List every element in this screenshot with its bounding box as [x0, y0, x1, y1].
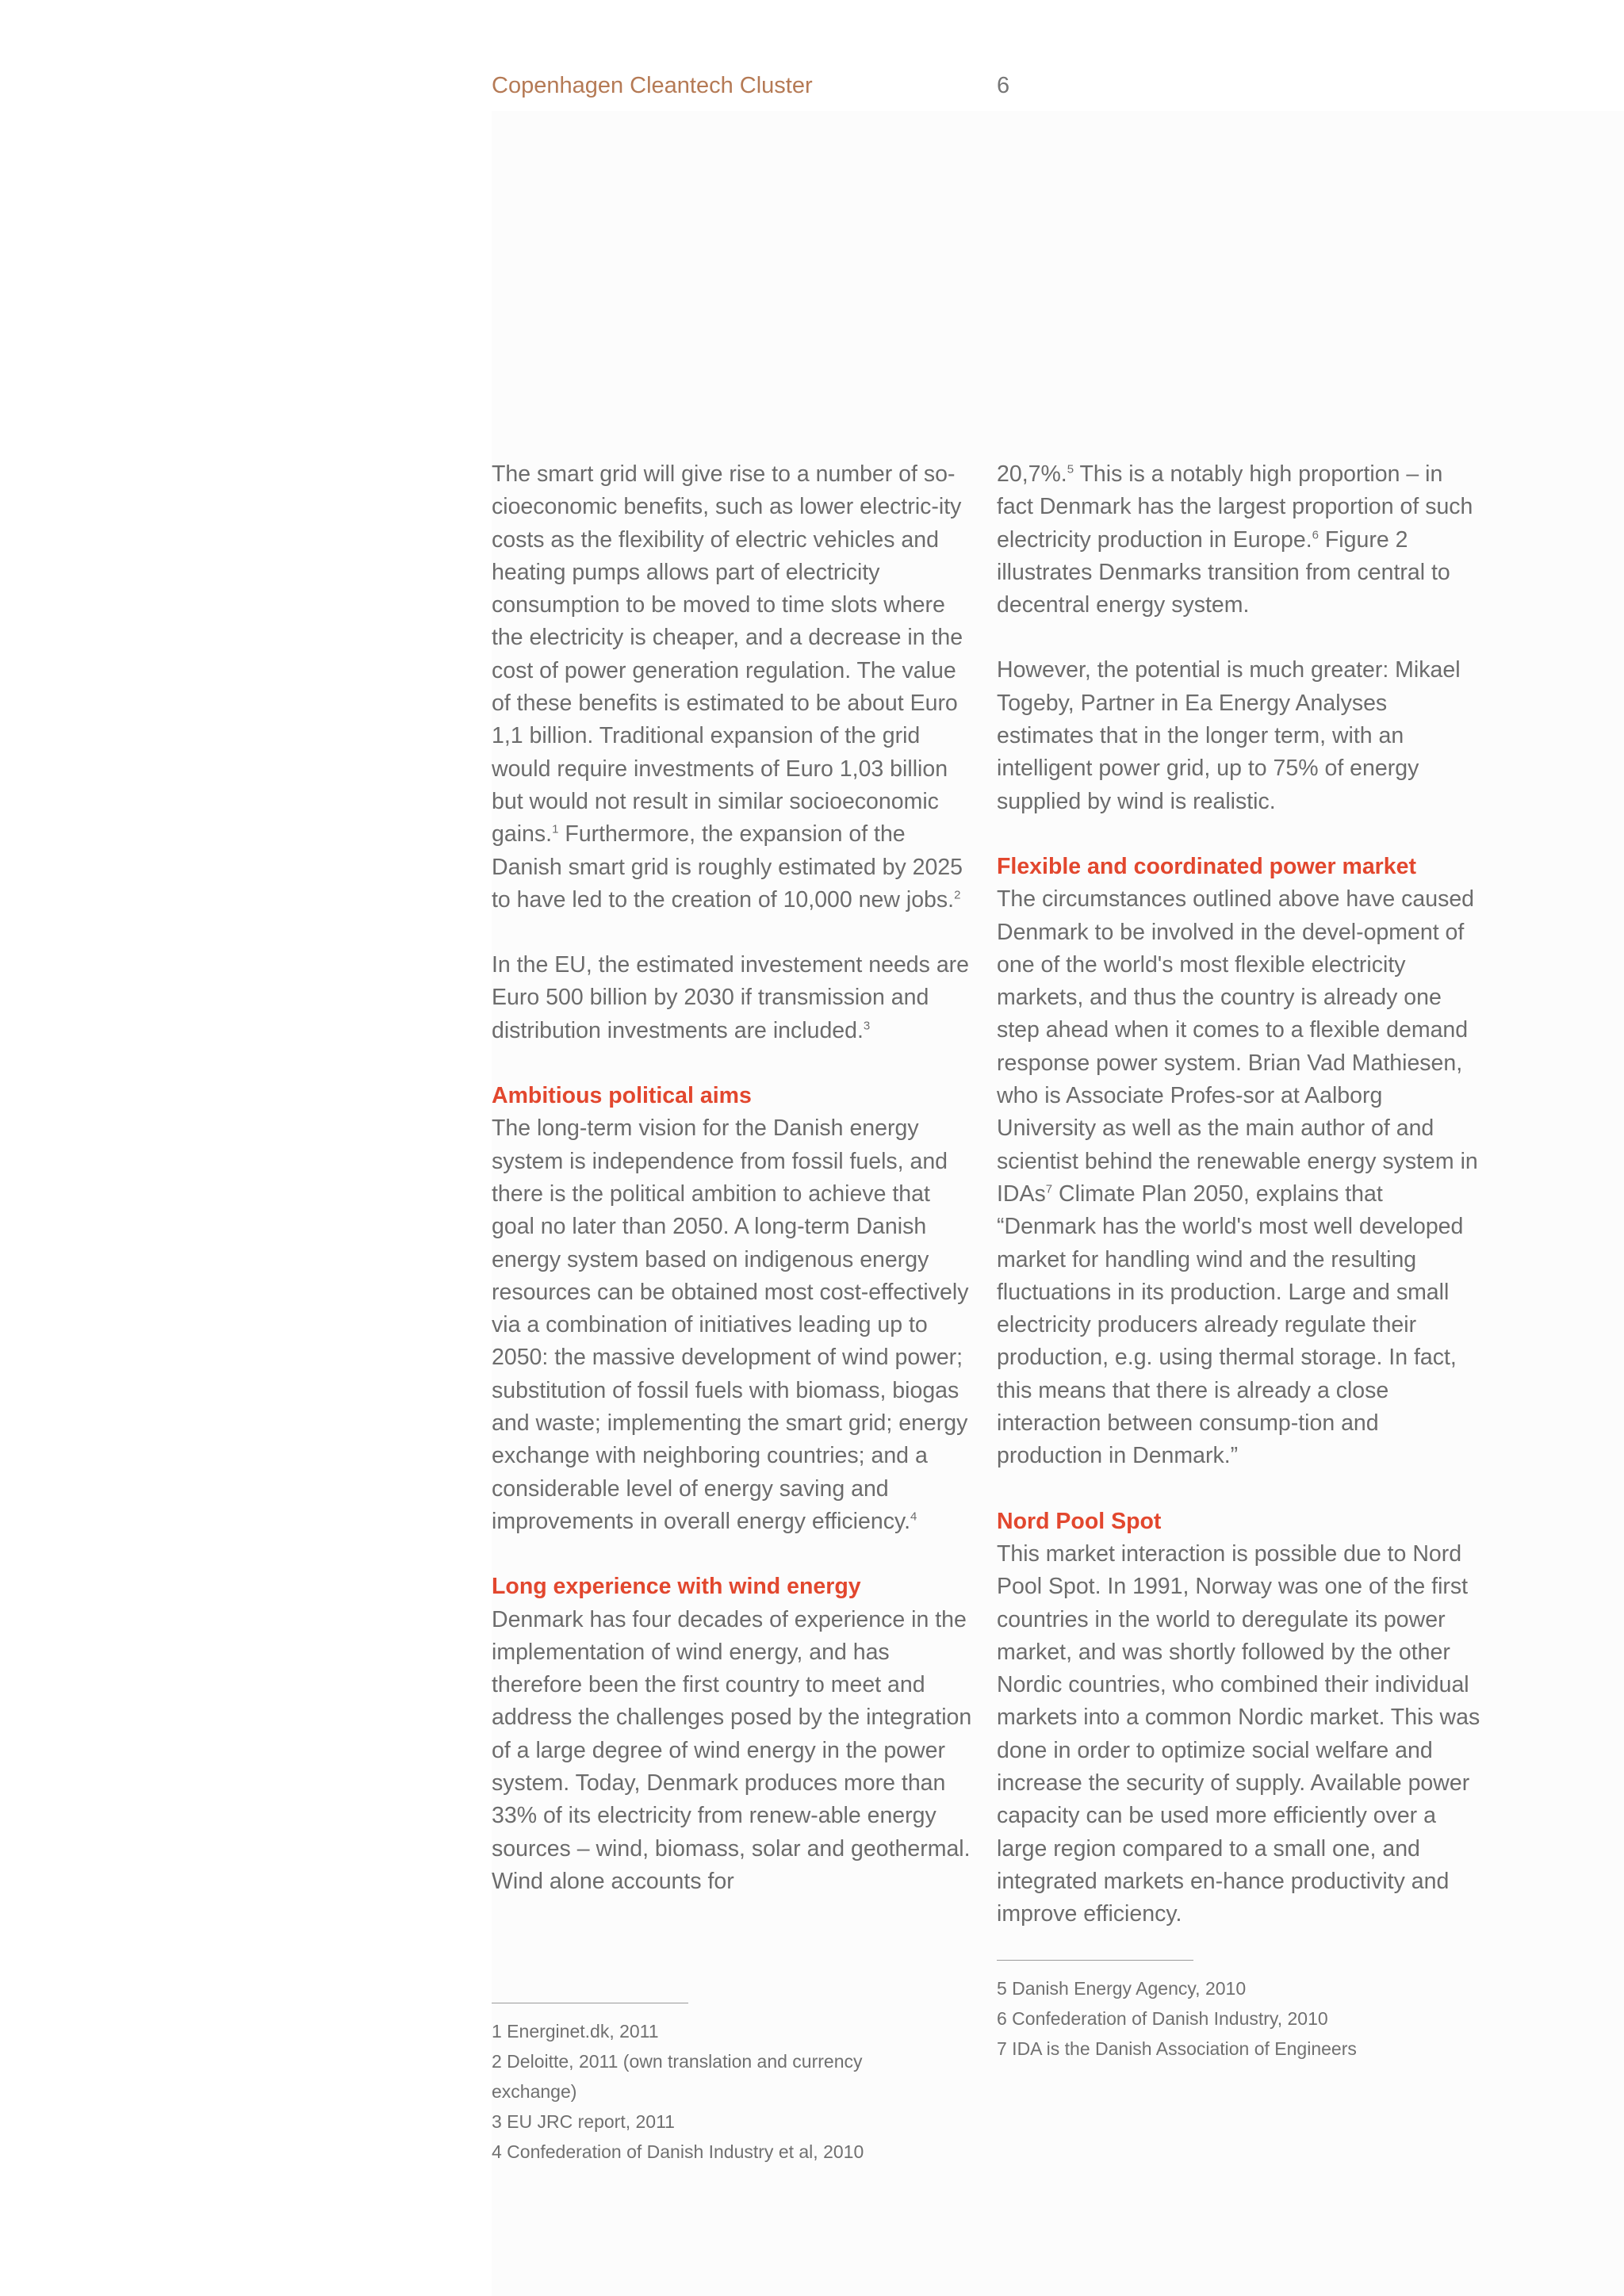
footnote-ref: 3: [863, 1019, 871, 1033]
paragraph-wind-experience: Denmark has four decades of experience in the implementation of wind energy, and has therefore been the first country to meet and address the challenges posed by the integration of a large degree of wind energy in the power system. Today, Denmark produces more than 33% of its electricity from renew-able energy sources – wind, biomass, solar and geothermal. Wind alone accounts for: [492, 1606, 972, 1894]
footnote-ref: 1: [552, 822, 559, 836]
footnote-item: 4 Confederation of Danish Industry et al, 2010: [492, 2141, 864, 2162]
heading-flexible-power-market: Flexible and coordinated power market: [997, 853, 1416, 879]
footnote-item: 6 Confederation of Danish Industry, 2010: [997, 2008, 1328, 2029]
footnote-item: 7 IDA is the Danish Association of Engineers: [997, 2038, 1357, 2059]
footnote-ref: 5: [1067, 462, 1074, 476]
left-column: [492, 458, 975, 1931]
footnote-ref: 2: [954, 888, 961, 902]
paragraph-flexible-market: The circumstances outlined above have caused Denmark to be involved in the devel-opment of one of the world's most flexible electricity markets, and thus the country is already one step ahead when it comes to a flexible demand response power system. Brian Vad Mathiesen, who is Associate Profes-sor at Aalborg University as well as the main author of and scientist behind the renewable energy system in IDAs$^7$ Climate Plan 2050, explains that “Denmark has the world's most well developed market for handling wind and the resulting fluctuations in its production. Large and small electricity producers already regulate their production, e.g. using thermal storage. In fact, this means that there is already a close interaction between consump-tion and production in Denmark.”: [997, 886, 1478, 1469]
paragraph-smart-grid-benefits: The smart grid will give rise to a number of so-cioeconomic benefits, such as lower electric-ity costs as the flexibility of electric vehicles and heating pumps allows part of electricity consumption to be moved to time slots where the electricity is cheaper, and a decrease in the cost of power generation regulation. The value of these benefits is estimated to be about Euro 1,1 billion. Traditional expansion of the grid would require investments of Euro 1,03 billion but would not result in similar socioeconomic gains.$^1$ Furthermore, the expansion of the Danish smart grid is roughly estimated by 2025 to have led to the creation of 10,000 new jobs.$^2$: [492, 461, 963, 913]
footnote-divider: [997, 1960, 1193, 1961]
paragraph-nord-pool: This market interaction is possible due to Nord Pool Spot. In 1991, Norway was one of the first countries in the world to deregulate its power market, and was shortly followed by the other Nordic countries, who combined their individual markets into a common Nordic market. This was done in order to optimize social welfare and increase the security of supply. Available power capacity can be used more efficiently over a large region compared to a small one, and integrated markets en-hance productivity and improve efficiency.: [997, 1540, 1480, 1927]
footnote-item: 2 Deloitte, 2011 (own translation and currency exchange): [492, 2051, 863, 2102]
heading-nord-pool-spot: Nord Pool Spot: [997, 1508, 1162, 1534]
right-column: [997, 458, 1480, 1963]
footnote-item: 5 Danish Energy Agency, 2010: [997, 1978, 1247, 1999]
heading-wind-experience: Long experience with wind energy: [492, 1574, 861, 1600]
footnotes-right: [997, 1960, 1488, 2064]
heading-ambitious-political-aims: Ambitious political aims: [492, 1083, 752, 1109]
footnotes-left: [492, 2003, 936, 2167]
paragraph-wind-share: 20,7%.$^5$ This is a notably high proportion – in fact Denmark has the largest proportion of such electricity production in Europe.$^6$ Figure 2 illustrates Denmarks transition from central to decentral energy system.: [997, 461, 1473, 618]
footnote-ref: 7: [1045, 1182, 1053, 1196]
paragraph-long-term-vision: The long-term vision for the Danish energy system is independence from fossil fuels, and there is the political ambition to achieve that goal no later than 2050. A long-term Danish energy system based on indigenous energy resources can be obtained most cost-effectively via a combination of initiatives leading up to 2050: the massive development of wind power; substitution of fossil fuels with biomass, biogas and waste; implementing the smart grid; energy exchange with neighboring countries; and a considerable level of energy saving and improvements in overall energy efficiency.$^4$: [492, 1115, 969, 1534]
page-number: 6: [997, 73, 1010, 98]
paragraph-eu-investment: In the EU, the estimated investement needs are Euro 500 billion by 2030 if transmission and distribution investments are included.$^3$: [492, 952, 970, 1043]
footnote-ref: 6: [1312, 528, 1319, 542]
footnote-ref: 4: [910, 1510, 917, 1524]
footnote-item: 3 EU JRC report, 2011: [492, 2111, 675, 2132]
paragraph-potential: However, the potential is much greater: Mikael Togeby, Partner in Ea Energy Analyses estimates that in the longer term, with an intelligent power grid, up to 75% of energy supplied by wind is realistic.: [997, 657, 1461, 814]
page-header: [492, 73, 1285, 105]
footnote-item: 1 Energinet.dk, 2011: [492, 2021, 659, 2042]
organization-name: Copenhagen Cleantech Cluster: [492, 73, 813, 98]
